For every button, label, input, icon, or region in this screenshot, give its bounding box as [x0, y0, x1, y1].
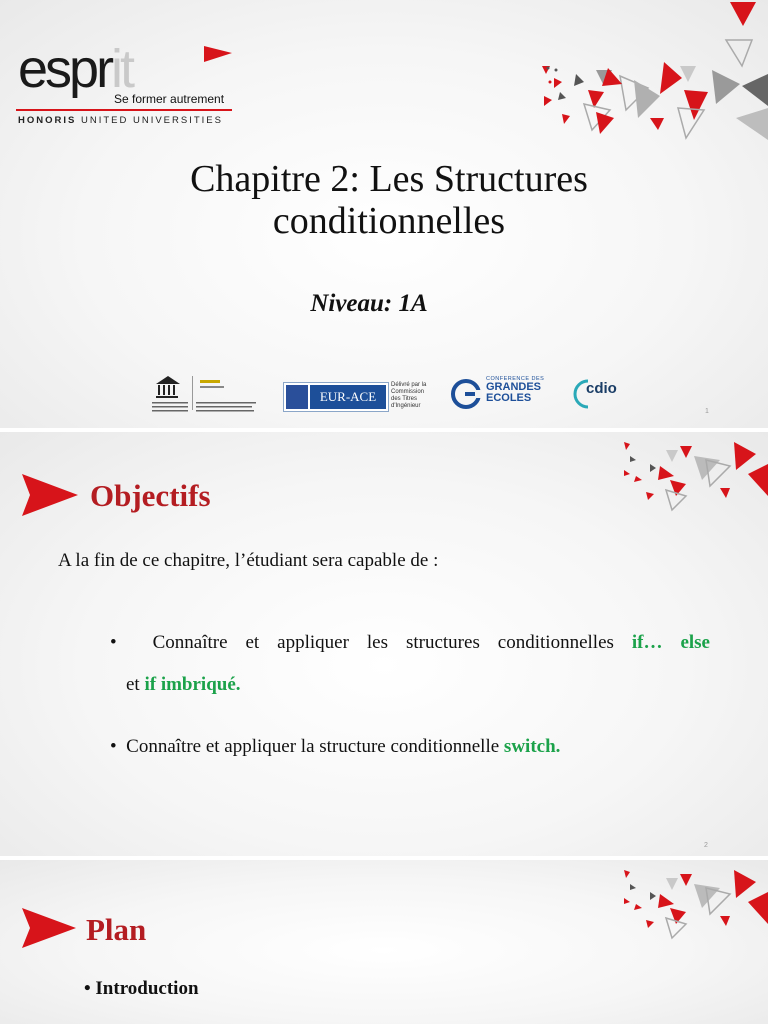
- cdio-logo: [572, 376, 652, 412]
- logo-wordmark: esprit: [18, 39, 133, 99]
- slide-heading: Plan: [86, 912, 147, 947]
- logo-subtitle: HONORIS UNITED UNIVERSITIES: [18, 115, 223, 126]
- partner-logos: [150, 370, 650, 415]
- decorative-triangles: [610, 864, 768, 944]
- page-number: 2: [704, 842, 708, 849]
- decorative-triangles: [530, 0, 768, 150]
- eu-flag-icon: [286, 385, 308, 409]
- cdio-label: cdio: [586, 380, 617, 397]
- level-label: Niveau: 1A: [310, 290, 428, 317]
- page-number: 1: [705, 408, 709, 415]
- eur-ace-note: Délivré par la Commission des Titres d'Ingénieur: [391, 382, 427, 409]
- esprit-logo: [16, 40, 236, 130]
- list-item: • Connaître et appliquer la structure conditionnelle switch.: [110, 736, 561, 757]
- cge-circle-icon: [450, 378, 482, 410]
- eur-ace-logo: [283, 382, 433, 412]
- logo-flag-icon: [204, 46, 232, 64]
- list-item: • Connaître et appliquer les structures conditionnelles if… else et if imbriqué.: [110, 632, 710, 695]
- logo-underline: [16, 109, 232, 111]
- logo-tagline: Se former autrement: [114, 92, 225, 106]
- list-item: • Introduction: [84, 978, 199, 999]
- heading-arrow-icon: [22, 474, 78, 516]
- slide-heading: Objectifs: [90, 478, 211, 513]
- cge-logo: CONFERENCE DES GRANDES ECOLES: [450, 376, 560, 412]
- unesco-logo-icon: [150, 374, 260, 412]
- objectives-slide: [0, 432, 768, 856]
- decorative-triangles: [610, 436, 768, 516]
- title-slide: [0, 0, 768, 428]
- eur-ace-label: EUR-ACE: [310, 385, 386, 409]
- heading-arrow-icon: [22, 908, 76, 948]
- slide-title: Chapitre 2: Les Structures conditionnelles: [190, 158, 588, 242]
- plan-slide: [0, 860, 768, 1024]
- intro-text: A la fin de ce chapitre, l’étudiant sera capable de :: [58, 550, 439, 571]
